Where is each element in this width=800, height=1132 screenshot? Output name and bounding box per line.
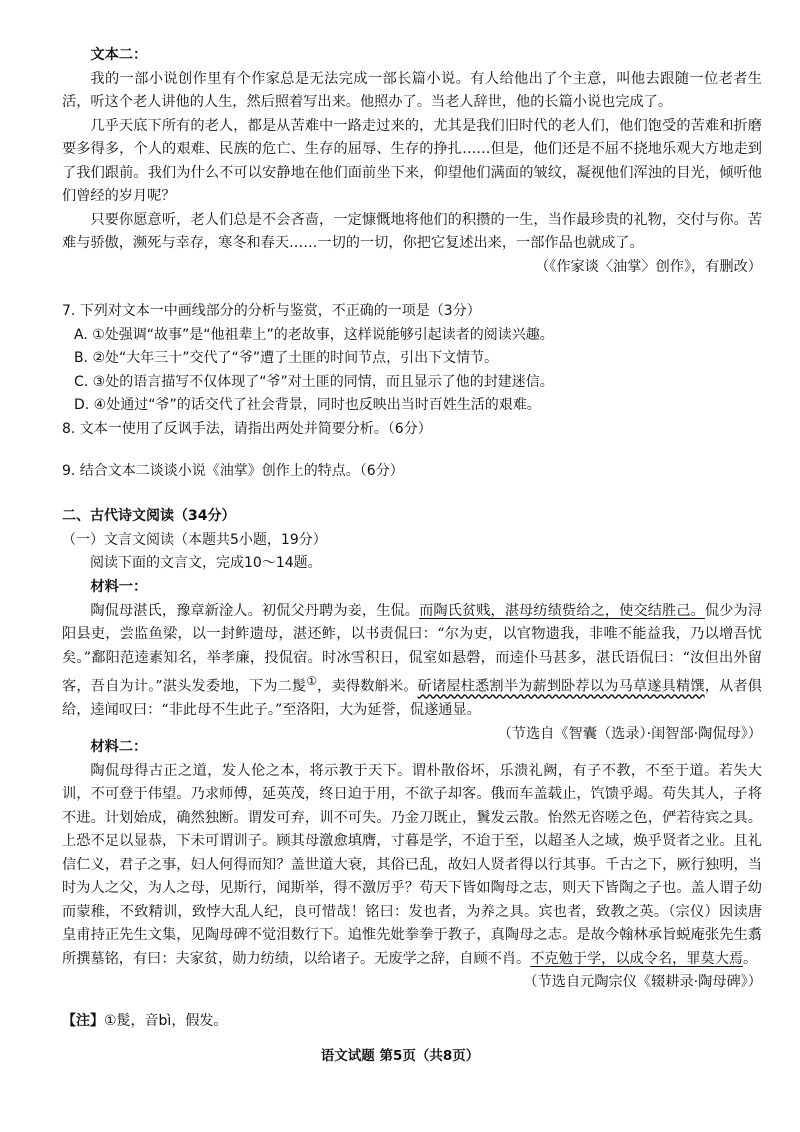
material-2-text (62, 760, 762, 972)
material-1-heading: 材料一： (90, 579, 148, 595)
material-1-note-marker: ① (306, 674, 318, 688)
question-7 (62, 300, 762, 441)
material-1-text-a: 陶侃母湛氏，豫章新淦人。初侃父丹聘为妾，生侃。 (90, 602, 420, 619)
material-1-text-d: ，卖得数斛米。 (317, 678, 418, 695)
text2-paragraph-2: 几乎天底下所有的老人，都是从苦难中一路走过来的，尤其是我们旧时代的老人们，他们饱受的苦难和折磨要多得多，个人的艰难、民族的危亡、生存的屈辱、生存的挣扎……但是，他们还是不屈不挠地乐观大方地走到了我们跟前。我们为什么不可以安静地在他们面前坐下来，仰望他们满面的皱纹，凝视他们浑浊的目光，倾听他们曾经的岁月呢？ (62, 117, 762, 204)
question-9-block (62, 460, 762, 484)
text2-source: （《作家谈〈油掌〉创作》，有删改） (535, 258, 762, 275)
question-7-option-a: A. ①处强调“故事”是“他祖辈上”的老故事，这样说能够引起读者的阅读兴趣。 (74, 326, 554, 343)
material-2-heading: 材料二： (90, 739, 148, 755)
material-1-underlined-sentence: 而陶氏贫贱，湛母纺绩赀给之，使交结胜己。 (419, 602, 705, 619)
material-2-underlined-sentence: 不克勉于学，以成令名，罪莫大焉 (530, 950, 744, 967)
section-2-subtitle: （一）文言文阅读（本题共5小题，19分） (62, 531, 327, 548)
material-1-text-c: 侃少为浔阳县吏，尝监鱼梁，以一封鲊遗母，湛还鲊，以书责侃曰：“尔为吏，以官物遗我，非唯不能益我，乃以增吾忧矣。”鄱阳范逵素知名，举孝廉，投侃宿。时冰雪积日，侃室如悬磬，而逵仆马甚多，湛氏语侃曰：“汝但出外留客，吾自为计。”湛头发委地，下为二髲 (62, 602, 762, 695)
material-2-text-c: 。 (743, 950, 758, 967)
section-2-instruction: 阅读下面的文言文，完成10～14题。 (90, 555, 322, 571)
text2-paragraph-1: 我的一部小说创作里有个作家总是无法完成一部长篇小说。有人给他出了个主意，叫他去跟随一位老者生活，听这个老人讲他的人生，然后照着写出来。他照办了。当老人辞世，他的长篇小说也完成了。 (62, 70, 762, 110)
material-1-text (62, 600, 762, 723)
question-9: 9. 结合文本二谈谈小说《油掌》创作上的特点。（6分） (62, 463, 404, 479)
material-2-source: （节选自元陶宗仪《辍耕录·陶母碑》） (523, 974, 762, 990)
question-7-stem: 7. 下列对文本一中画线部分的分析与鉴赏，不正确的一项是（3分） (62, 303, 481, 319)
material-1-wavy-sentence: 斫诸屋柱悉割半为薪剉卧荐以为马草遂具精馔 (417, 678, 705, 695)
question-7-option-c: C. ③处的语言描写不仅体现了“爷”对土匪的同情，而且显示了他的封建迷信。 (74, 373, 554, 390)
question-8: 8. 文本一使用了反讽手法，请指出两处并简要分析。（6分） (62, 420, 432, 437)
question-7-option-b: B. ②处“大年三十”交代了“爷”遭了土匪的时间节点，引出下文情节。 (74, 350, 499, 366)
page-footer: 语文试题 第5页（共8页） (320, 1048, 480, 1064)
material-2 (62, 736, 762, 995)
footnote-text: ①髲，音bì，假发。 (104, 1013, 228, 1029)
section-2-title: 二、古代诗文阅读（34分） (62, 508, 236, 524)
material-1-source: （节选自《智囊（选录）·闺智部·陶侃母》） (497, 725, 762, 742)
question-7-option-d: D. ④处通过“爷”的话交代了社会背景，同时也反映出当时百姓生活的艰难。 (74, 397, 541, 413)
footnote (62, 1010, 762, 1034)
text2-heading: 文本二： (90, 47, 148, 63)
text2-paragraph-3: 只要你愿意听，老人们总是不会吝啬，一定慷慨地将他们的积攒的一生，当作最珍贵的礼物，交付与你。苦难与骄傲，濒死与幸存，寒冬和春天……一切的一切，你把它复述出来，一部作品也就成了。 (62, 211, 762, 251)
section-2-header (62, 505, 762, 576)
footnote-label: 【注】 (62, 1013, 104, 1029)
material-1-text-f: ，从者俱给，逵闻叹曰：“非此母不生此子。”至洛阳，大为延誉，侃遂通显。 (62, 678, 762, 719)
material-2-text-a: 陶侃母得古正之道，发人伦之本，将示教于天下。谓朴散俗坏，乐溃礼阙，有子不教，不至于道。若失大训，不可登于伟望。乃求师傅，延英茂，终日迫于用，不欲子却客。俄而车盖载止，饩馈乎竭。苟失其人，子将不进。计划始成，确然独断。谓发可弃，训不可失。乃金刀既止，鬒发云散。怡然无咨嗟之色，俨若待宾之具。上恐不足以显恭，下未可谓训子。顾其母激愈填膺，寸暮是学，不迨于至，以超圣人之域，焕乎贤者之业。且礼信仁义，君子之事，妇人何得而知？盖世道大衰，其俗已乱，故妇人贤者得以行其事。千古之下，厥行独明，当时为人之父，为人之母，见斯行，闻斯举，得不激厉乎？苟天下皆如陶母之志，则天下皆陶之子也。盖人谓子幼而蒙稚，不致精训，致悖大乱人纪，良可惜哉！铭曰：发也者，为养之具。宾也者，致教之英。（宗仪）因读唐皇甫持正先生文集，见陶母碑不觉泪数行下。追惟先妣拳拳于教子，真陶母之志。是故今翰林承旨蜕庵张先生翥所撰墓铭，有曰：夫家贫，勋力纺绩，以给诸子。无废学之辞，自顾不肖。 (62, 762, 762, 967)
material-1 (62, 576, 762, 746)
text2-block (62, 44, 762, 279)
